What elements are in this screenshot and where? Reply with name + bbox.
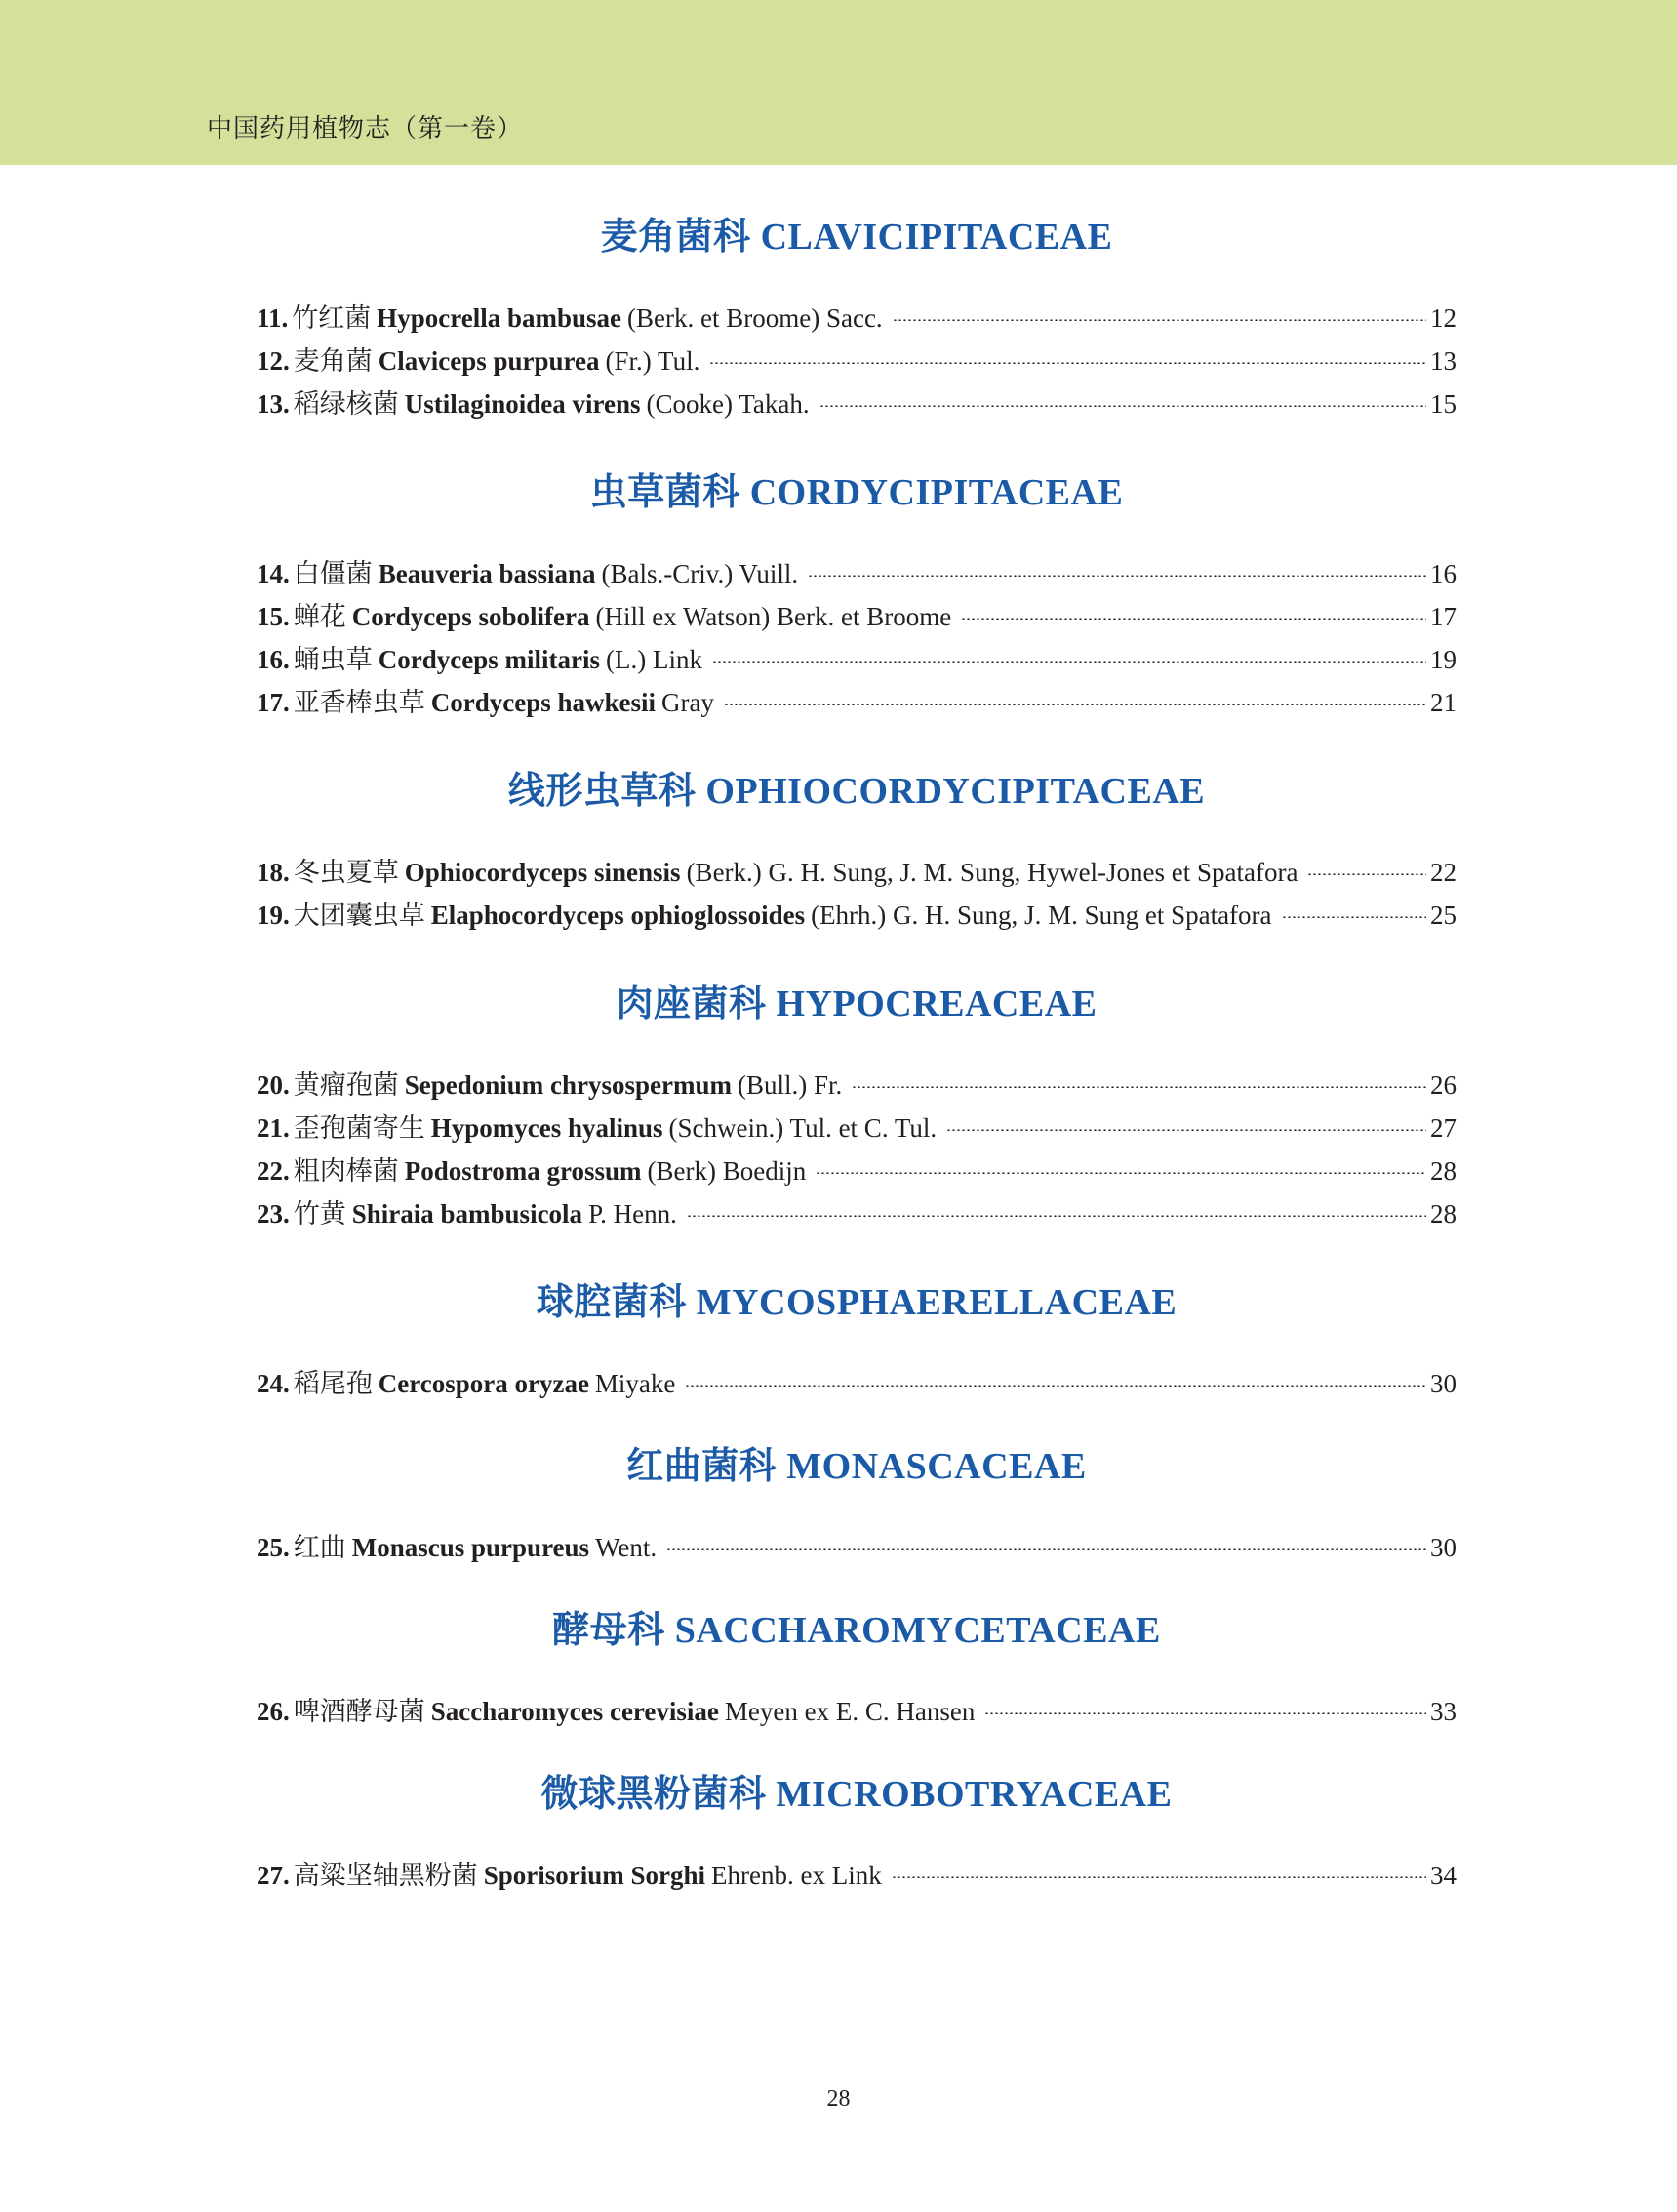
dot-leader bbox=[808, 575, 1426, 577]
chinese-name: 竹红菌 bbox=[292, 303, 372, 333]
chinese-name: 冬虫夏草 bbox=[293, 858, 399, 887]
page-reference: 19 bbox=[1430, 645, 1457, 674]
dot-leader bbox=[984, 1712, 1426, 1714]
entry-list bbox=[257, 1064, 1457, 1235]
family-title: 微球黑粉菌科 MICROBOTRYACEAE bbox=[540, 1774, 1173, 1815]
chinese-name: 稻尾孢 bbox=[293, 1369, 373, 1398]
dot-leader bbox=[1307, 873, 1426, 875]
family-section bbox=[257, 980, 1457, 1235]
latin-name: Shiraia bambusicola bbox=[351, 1199, 583, 1228]
dot-leader bbox=[685, 1385, 1426, 1387]
toc-entry[interactable] bbox=[257, 340, 1457, 382]
latin-name: Podostroma grossum bbox=[404, 1156, 642, 1186]
latin-name: Cordyceps militaris bbox=[378, 645, 600, 674]
entry-list bbox=[257, 297, 1457, 425]
page-reference: 30 bbox=[1430, 1369, 1457, 1398]
page-reference: 34 bbox=[1430, 1861, 1457, 1890]
entry-number: 27. bbox=[257, 1861, 290, 1890]
latin-name: Monascus purpureus bbox=[351, 1533, 590, 1562]
family-title: 红曲菌科 MONASCACEAE bbox=[626, 1446, 1087, 1487]
author-citation: (Berk.) G. H. Sung, J. M. Sung, Hywel-Jones et Spatafora bbox=[686, 858, 1298, 887]
toc-entry[interactable] bbox=[257, 1526, 1457, 1569]
latin-name: Saccharomyces cerevisiae bbox=[430, 1697, 719, 1726]
family-title: 球腔菌科 MYCOSPHAERELLACEAE bbox=[536, 1282, 1178, 1323]
author-citation: (Berk. et Broome) Sacc. bbox=[627, 303, 883, 333]
toc-entry[interactable] bbox=[257, 1106, 1457, 1149]
latin-name: Beauveria bassiana bbox=[378, 559, 596, 588]
entry-number: 24. bbox=[257, 1369, 290, 1398]
chinese-name: 白僵菌 bbox=[293, 559, 373, 588]
dot-leader bbox=[709, 362, 1426, 364]
chinese-name: 竹黄 bbox=[293, 1199, 346, 1228]
entry-number: 26. bbox=[257, 1697, 290, 1726]
entry-list bbox=[257, 552, 1457, 724]
author-citation: Meyen ex E. C. Hansen bbox=[724, 1697, 976, 1726]
page-reference: 17 bbox=[1430, 602, 1457, 631]
entry-list bbox=[257, 1526, 1457, 1569]
entry-number: 21. bbox=[257, 1113, 290, 1143]
family-section bbox=[257, 1442, 1457, 1569]
family-title: 肉座菌科 HYPOCREACEAE bbox=[616, 984, 1098, 1025]
dot-leader bbox=[724, 704, 1426, 705]
page-reference: 22 bbox=[1430, 858, 1457, 887]
entry-number: 20. bbox=[257, 1070, 290, 1100]
table-of-contents bbox=[257, 203, 1457, 1897]
dot-leader bbox=[712, 661, 1426, 663]
chinese-name: 高粱坚轴黑粉菌 bbox=[293, 1861, 478, 1890]
page-reference: 15 bbox=[1430, 389, 1457, 419]
page-reference: 28 bbox=[1430, 1156, 1457, 1186]
toc-entry[interactable] bbox=[257, 1192, 1457, 1235]
chinese-name: 啤酒酵母菌 bbox=[293, 1697, 425, 1726]
toc-entry[interactable] bbox=[257, 638, 1457, 681]
dot-leader bbox=[816, 1172, 1426, 1174]
author-citation: (L.) Link bbox=[605, 645, 702, 674]
chinese-name: 黄瘤孢菌 bbox=[293, 1070, 399, 1100]
entry-number: 17. bbox=[257, 688, 290, 717]
latin-name: Hypocrella bambusae bbox=[377, 303, 622, 333]
family-section bbox=[257, 1770, 1457, 1897]
header-band bbox=[0, 0, 1677, 165]
page-number: 28 bbox=[826, 2086, 851, 2111]
toc-entry[interactable] bbox=[257, 851, 1457, 894]
family-title: 线形虫草科 OPHIOCORDYCIPITACEAE bbox=[507, 771, 1206, 812]
latin-name: Ustilaginoidea virens bbox=[404, 389, 641, 419]
dot-leader bbox=[961, 618, 1426, 620]
toc-entry[interactable] bbox=[257, 894, 1457, 937]
toc-entry[interactable] bbox=[257, 595, 1457, 638]
dot-leader bbox=[852, 1086, 1426, 1088]
entry-list bbox=[257, 1362, 1457, 1405]
latin-name: Ophiocordyceps sinensis bbox=[404, 858, 681, 887]
entry-list bbox=[257, 1690, 1457, 1733]
entry-number: 13. bbox=[257, 389, 290, 419]
family-section bbox=[257, 1278, 1457, 1405]
entry-number: 22. bbox=[257, 1156, 290, 1186]
page-reference: 13 bbox=[1430, 346, 1457, 376]
latin-name: Hypomyces hyalinus bbox=[430, 1113, 663, 1143]
author-citation: Gray bbox=[661, 688, 714, 717]
entry-number: 25. bbox=[257, 1533, 290, 1562]
author-citation: (Hill ex Watson) Berk. et Broome bbox=[595, 602, 952, 631]
toc-entry[interactable] bbox=[257, 1064, 1457, 1106]
author-citation: (Bals.-Criv.) Vuill. bbox=[601, 559, 799, 588]
chinese-name: 蛹虫草 bbox=[293, 645, 373, 674]
author-citation: (Bull.) Fr. bbox=[738, 1070, 843, 1100]
page-reference: 28 bbox=[1430, 1199, 1457, 1228]
entry-number: 19. bbox=[257, 901, 290, 930]
toc-entry[interactable] bbox=[257, 681, 1457, 724]
book-title: 中国药用植物志（第一卷） bbox=[207, 114, 524, 143]
page-reference: 21 bbox=[1430, 688, 1457, 717]
latin-name: Sepedonium chrysospermum bbox=[404, 1070, 733, 1100]
author-citation: (Schwein.) Tul. et C. Tul. bbox=[668, 1113, 938, 1143]
dot-leader bbox=[666, 1548, 1426, 1550]
chinese-name: 蝉花 bbox=[293, 602, 346, 631]
family-title: 虫草菌科 CORDYCIPITACEAE bbox=[589, 472, 1124, 513]
page-reference: 12 bbox=[1430, 303, 1457, 333]
author-citation: P. Henn. bbox=[588, 1199, 677, 1228]
page-reference: 27 bbox=[1430, 1113, 1457, 1143]
latin-name: Cercospora oryzae bbox=[378, 1369, 589, 1398]
page-reference: 16 bbox=[1430, 559, 1457, 588]
toc-entry[interactable] bbox=[257, 382, 1457, 425]
entry-number: 16. bbox=[257, 645, 290, 674]
entry-number: 14. bbox=[257, 559, 290, 588]
author-citation: Went. bbox=[595, 1533, 658, 1562]
family-section bbox=[257, 767, 1457, 937]
author-citation: (Ehrh.) G. H. Sung, J. M. Sung et Spatafora bbox=[811, 901, 1272, 930]
page-reference: 33 bbox=[1430, 1697, 1457, 1726]
family-section bbox=[257, 213, 1457, 425]
dot-leader bbox=[819, 405, 1426, 407]
latin-name: Elaphocordyceps ophioglossoides bbox=[430, 901, 806, 930]
dot-leader bbox=[892, 1876, 1426, 1878]
author-citation: (Cooke) Takah. bbox=[646, 389, 810, 419]
latin-name: Sporisorium Sorghi bbox=[483, 1861, 706, 1890]
author-citation: Ehrenb. ex Link bbox=[711, 1861, 882, 1890]
chinese-name: 大团囊虫草 bbox=[293, 901, 425, 930]
page-reference: 26 bbox=[1430, 1070, 1457, 1100]
family-title: 酵母科 SACCHAROMYCETACEAE bbox=[552, 1610, 1161, 1651]
chinese-name: 歪孢菌寄生 bbox=[293, 1113, 425, 1143]
chinese-name: 粗肉棒菌 bbox=[293, 1156, 399, 1186]
entry-number: 23. bbox=[257, 1199, 290, 1228]
latin-name: Cordyceps hawkesii bbox=[430, 688, 657, 717]
toc-entry[interactable] bbox=[257, 1362, 1457, 1405]
dot-leader bbox=[946, 1129, 1426, 1131]
author-citation: (Fr.) Tul. bbox=[605, 346, 700, 376]
chinese-name: 稻绿核菌 bbox=[293, 389, 399, 419]
chinese-name: 麦角菌 bbox=[293, 346, 373, 376]
author-citation: Miyake bbox=[594, 1369, 676, 1398]
toc-entry[interactable] bbox=[257, 1854, 1457, 1897]
family-title: 麦角菌科 CLAVICIPITACEAE bbox=[600, 217, 1113, 258]
latin-name: Claviceps purpurea bbox=[378, 346, 600, 376]
entry-number: 15. bbox=[257, 602, 290, 631]
toc-entry[interactable] bbox=[257, 552, 1457, 595]
chinese-name: 红曲 bbox=[293, 1533, 346, 1562]
chinese-name: 亚香棒虫草 bbox=[293, 688, 425, 717]
dot-leader bbox=[893, 319, 1426, 321]
page-reference: 25 bbox=[1430, 901, 1457, 930]
latin-name: Cordyceps sobolifera bbox=[351, 602, 590, 631]
entry-number: 11. bbox=[257, 303, 289, 333]
family-section bbox=[257, 468, 1457, 724]
toc-entry[interactable] bbox=[257, 1149, 1457, 1192]
dot-leader bbox=[1282, 916, 1426, 918]
entry-number: 12. bbox=[257, 346, 290, 376]
entry-list bbox=[257, 851, 1457, 937]
toc-entry[interactable] bbox=[257, 1690, 1457, 1733]
author-citation: (Berk) Boedijn bbox=[647, 1156, 807, 1186]
family-section bbox=[257, 1606, 1457, 1733]
dot-leader bbox=[687, 1215, 1426, 1217]
entry-list bbox=[257, 1854, 1457, 1897]
toc-entry[interactable] bbox=[257, 297, 1457, 340]
page-reference: 30 bbox=[1430, 1533, 1457, 1562]
entry-number: 18. bbox=[257, 858, 290, 887]
